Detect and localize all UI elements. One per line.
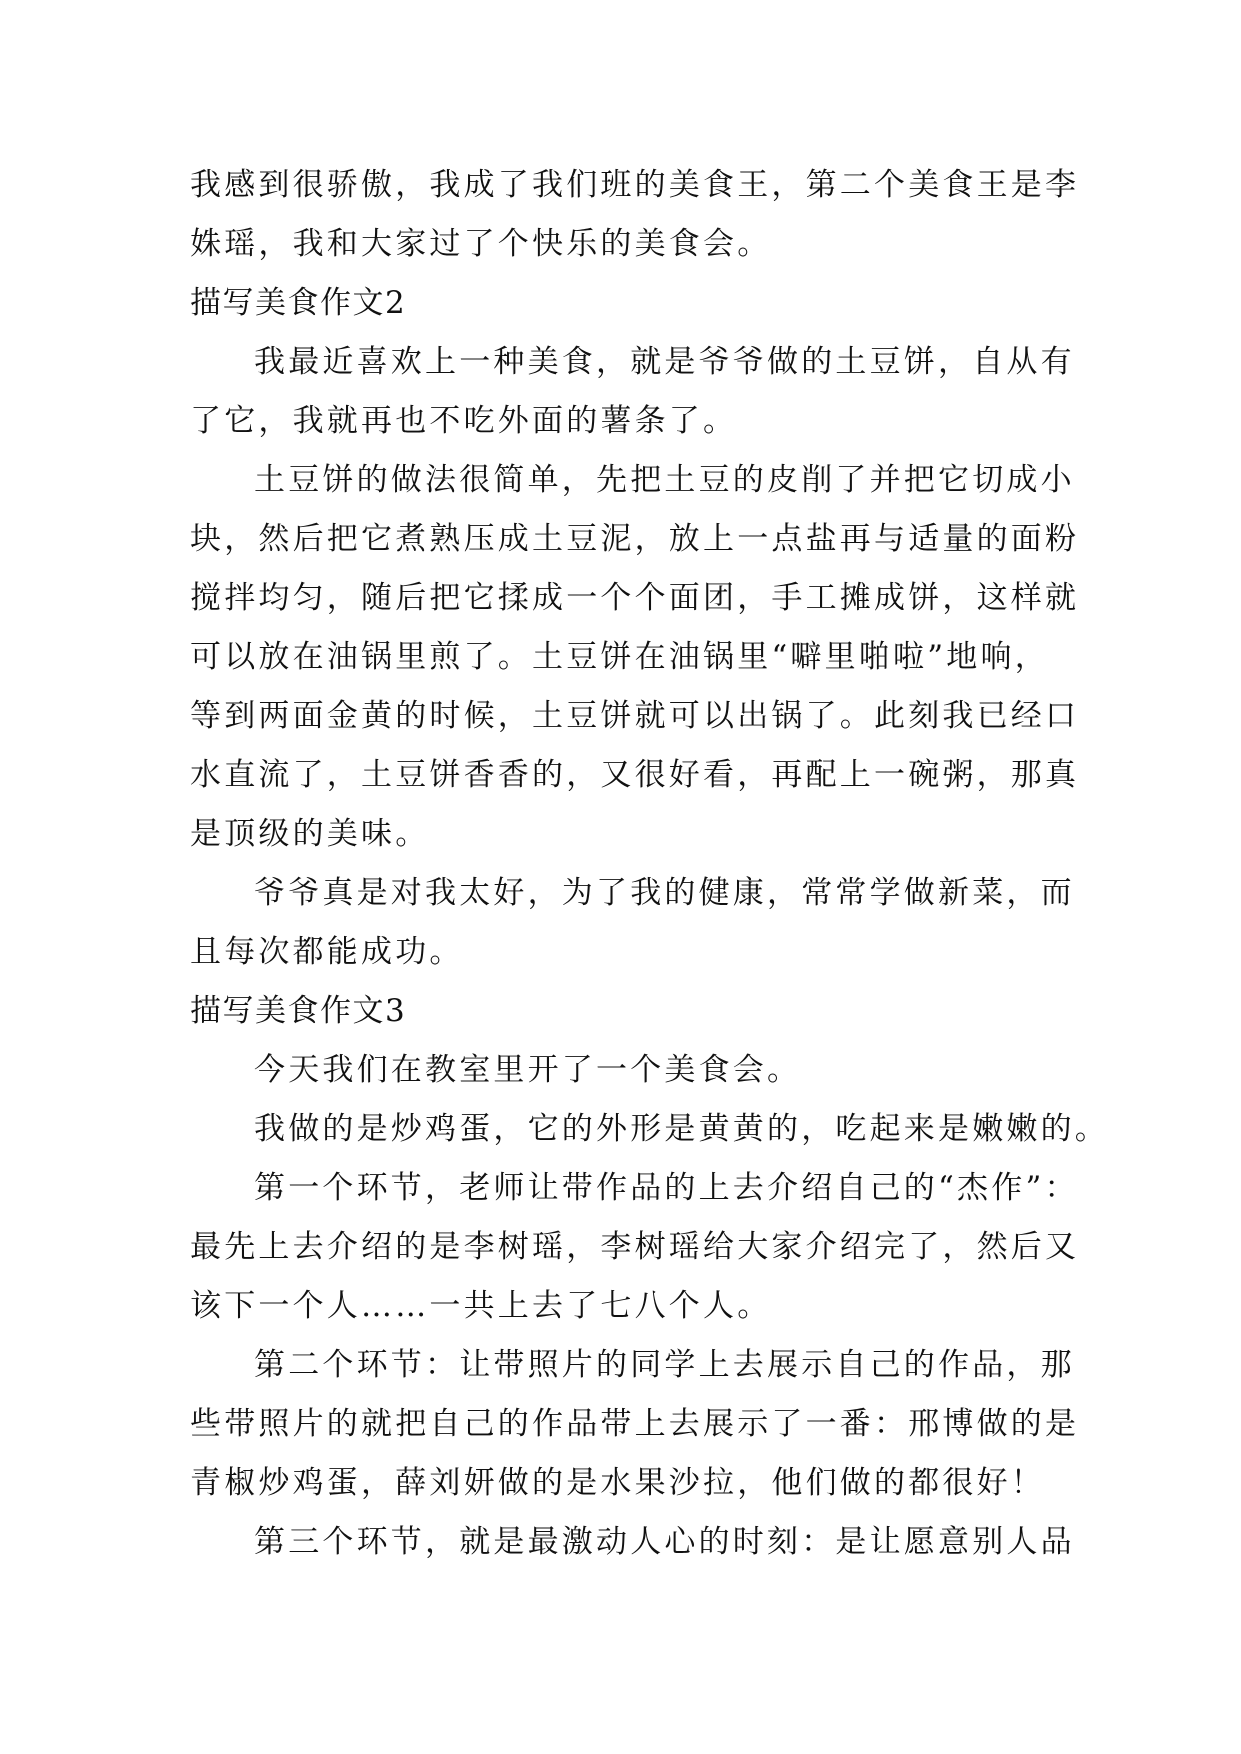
text-line: 水直流了，土豆饼香香的，又很好看，再配上一碗粥，那真: [190, 757, 1080, 793]
text-line: 今天我们在教室里开了一个美食会。: [254, 1052, 802, 1088]
text-line: 我最近喜欢上一种美食，就是爷爷做的土豆饼，自从有: [254, 344, 1075, 380]
text-line: 块，然后把它煮熟压成土豆泥，放上一点盐再与适量的面粉: [190, 521, 1080, 557]
text-line: 姝瑶，我和大家过了个快乐的美食会。: [190, 226, 772, 262]
text-line: 爷爷真是对我太好，为了我的健康，常常学做新菜，而: [254, 875, 1075, 911]
text-line: 我感到很骄傲，我成了我们班的美食王，第二个美食王是李: [190, 167, 1080, 203]
text-line: 第二个环节：让带照片的同学上去展示自己的作品，那: [254, 1347, 1075, 1383]
section-heading: 描写美食作文2: [190, 285, 407, 321]
text-line: 土豆饼的做法很简单，先把土豆的皮削了并把它切成小: [254, 462, 1075, 498]
text-line: 青椒炒鸡蛋，薛刘妍做的是水果沙拉，他们做的都很好！: [190, 1465, 1045, 1501]
text-line: 等到两面金黄的时候，土豆饼就可以出锅了。此刻我已经口: [190, 698, 1080, 734]
text-line: 了它，我就再也不吃外面的薯条了。: [190, 403, 738, 439]
text-line: 些带照片的就把自己的作品带上去展示了一番：邢博做的是: [190, 1406, 1080, 1442]
text-line: 可以放在油锅里煎了。土豆饼在油锅里“噼里啪啦”地响，: [190, 639, 1049, 675]
text-line: 第三个环节，就是最激动人心的时刻：是让愿意别人品: [254, 1524, 1075, 1560]
text-line: 搅拌均匀，随后把它揉成一个个面团，手工摊成饼，这样就: [190, 580, 1080, 616]
text-line: 我做的是炒鸡蛋，它的外形是黄黄的，吃起来是嫩嫩的。: [254, 1111, 1109, 1147]
text-line: 是顶级的美味。: [190, 816, 430, 852]
text-line: 最先上去介绍的是李树瑶，李树瑶给大家介绍完了，然后又: [190, 1229, 1080, 1265]
text-line: 该下一个人……一共上去了七八个人。: [190, 1288, 772, 1324]
text-line: 且每次都能成功。: [190, 934, 464, 970]
document-body: [190, 156, 1109, 1572]
section-heading: 描写美食作文3: [190, 993, 407, 1029]
text-line: 第一个环节，老师让带作品的上去介绍自己的“杰作”：: [254, 1170, 1079, 1206]
